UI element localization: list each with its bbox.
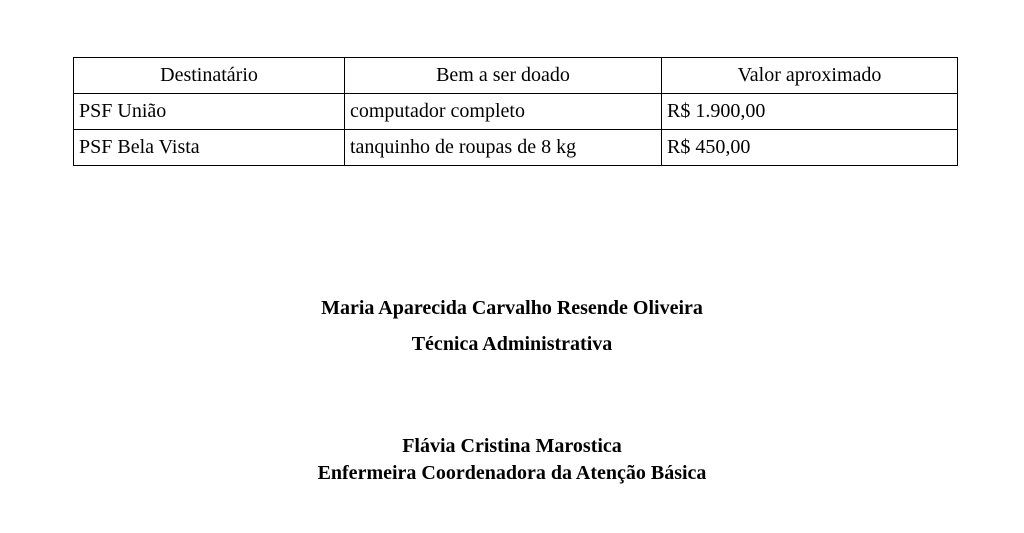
- table-row: [74, 94, 958, 130]
- cell-value: R$ 1.900,00: [662, 94, 958, 130]
- table-row: [74, 130, 958, 166]
- signatory-name: Maria Aparecida Carvalho Resende Oliveira: [321, 297, 703, 319]
- table-header-row: [74, 58, 958, 94]
- signatory-role: Enfermeira Coordenadora da Atenção Básica: [317, 462, 707, 484]
- signatory-name: Flávia Cristina Marostica: [402, 435, 622, 457]
- signatory-role: Técnica Administrativa: [411, 333, 613, 355]
- cell-value: R$ 450,00: [662, 130, 958, 166]
- cell-item: computador completo: [345, 94, 662, 130]
- column-header-item: Bem a ser doado: [345, 58, 662, 94]
- column-header-value: Valor aproximado: [662, 58, 958, 94]
- cell-recipient: PSF União: [74, 94, 345, 130]
- donation-table: [73, 57, 958, 166]
- column-header-recipient: Destinatário: [74, 58, 345, 94]
- cell-item: tanquinho de roupas de 8 kg: [345, 130, 662, 166]
- cell-recipient: PSF Bela Vista: [74, 130, 345, 166]
